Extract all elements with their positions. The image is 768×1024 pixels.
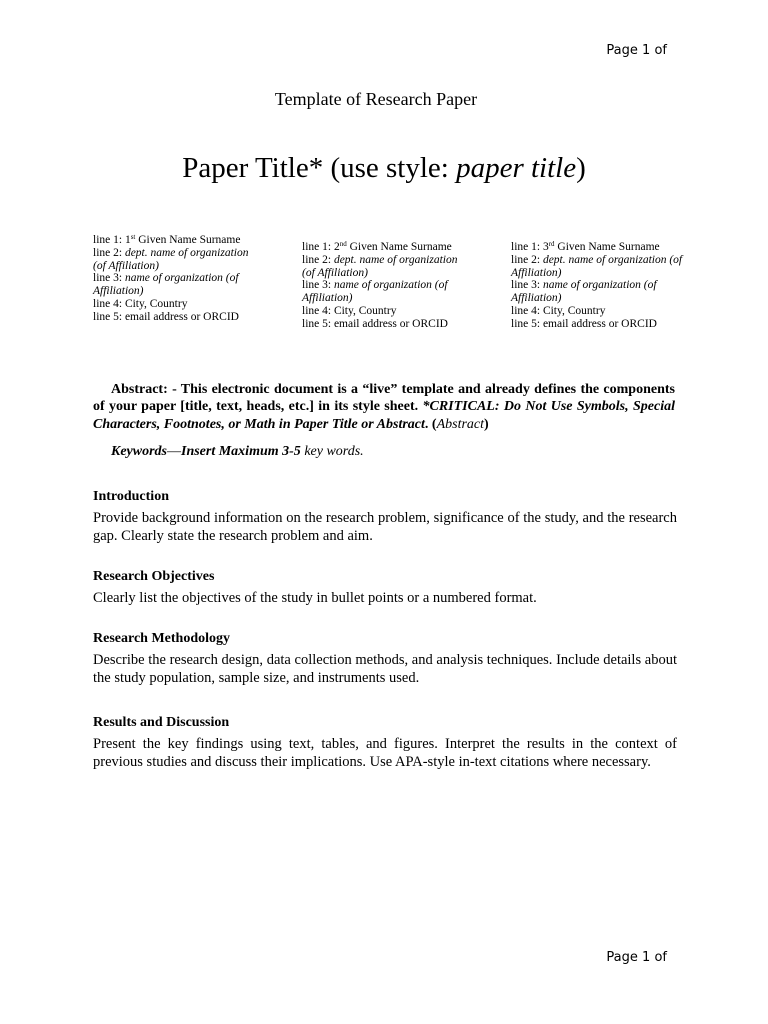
page-label: Page <box>606 950 638 965</box>
section-heading: Research Objectives <box>93 569 215 584</box>
author-line-1: line 1: 2nd Given Name Surname <box>302 240 452 253</box>
section-heading: Results and Discussion <box>93 715 230 730</box>
author-line-4: line 4: City, Country <box>93 297 188 310</box>
author-line-3: line 3: name of organization (of Affiliation) <box>511 279 657 305</box>
author-line-3: line 3: name of organization (of Affiliation) <box>302 279 448 305</box>
page-of: of <box>654 43 667 58</box>
section-body: Clearly list the objectives of the study in bullet points or a numbered format. <box>93 590 537 606</box>
page-of: of <box>654 950 667 965</box>
page-number: 1 <box>642 950 651 965</box>
author-line-1: line 1: 3rd Given Name Surname <box>511 240 660 253</box>
abstract-critical: *CRITICAL: Do Not Use Symbols, Special Characters, Footnotes, or Math in Paper Title or Abstract <box>93 399 675 432</box>
author-line-4: line 4: City, Country <box>302 304 397 317</box>
author-line-2: line 2: dept. name of organization (of Affiliation) <box>93 246 249 272</box>
author-line-4: line 4: City, Country <box>511 304 606 317</box>
author-block-3 <box>511 241 683 331</box>
author-line-2: line 2: dept. name of organization (of Affiliation) <box>302 253 458 279</box>
page-label: Page <box>606 43 638 58</box>
section-body: Describe the research design, data collection methods, and analysis techniques. Include details about the study population, sample size, and instruments used. <box>93 652 677 686</box>
paper-title <box>0 152 768 185</box>
page-number: 1 <box>642 43 651 58</box>
section-objectives <box>93 568 677 607</box>
section-heading: Research Methodology <box>93 631 230 646</box>
footer-page-number <box>606 950 667 965</box>
paper-title-italic: paper title <box>456 152 577 184</box>
author-line-5: line 5: email address or ORCID <box>93 310 239 323</box>
template-title: Template of Research Paper <box>274 89 478 109</box>
author-line-5: line 5: email address or ORCID <box>511 317 657 330</box>
section-introduction <box>93 488 677 545</box>
section-body: Present the key findings using text, tables, and figures. Interpret the results in the context of previous studies and discuss their implications. Use APA-style in-text citations where necessary. <box>93 736 677 770</box>
keywords: Keywords—Insert Maximum 3-5 key words. <box>111 444 364 459</box>
section-heading: Introduction <box>93 489 169 504</box>
author-line-5: line 5: email address or ORCID <box>302 317 448 330</box>
author-line-3: line 3: name of organization (of Affiliation) <box>93 272 239 298</box>
author-line-2: line 2: dept. name of organization (of Affiliation) <box>511 253 683 279</box>
author-block-2 <box>302 241 472 331</box>
paper-title-main: Paper Title* (use style: <box>182 152 457 184</box>
section-body: Provide background information on the research problem, significance of the study, and the research gap. Clearly state the research problem and aim. <box>93 510 677 544</box>
section-methodology <box>93 630 677 687</box>
abstract-text: Abstract: - This electronic document is a “live” template and already defines the components of your paper [title, text, heads, etc.] in its style sheet. <box>93 382 675 415</box>
keywords-label: Keywords <box>111 444 167 459</box>
header-page-number <box>606 43 667 58</box>
section-results <box>93 714 677 771</box>
paper-title-end: ) <box>576 152 586 184</box>
author-block-1 <box>93 234 253 324</box>
abstract: Abstract: - This electronic document is a “live” template and already defines the components of your paper [title, text, heads, etc.] in its style sheet. *CRITICAL: Do Not Use Symbols, Special Characters, Footnotes, or Math in Paper Title or Abstract. (Abstract) <box>93 382 675 432</box>
author-line-1: line 1: 1st Given Name Surname <box>93 233 241 246</box>
